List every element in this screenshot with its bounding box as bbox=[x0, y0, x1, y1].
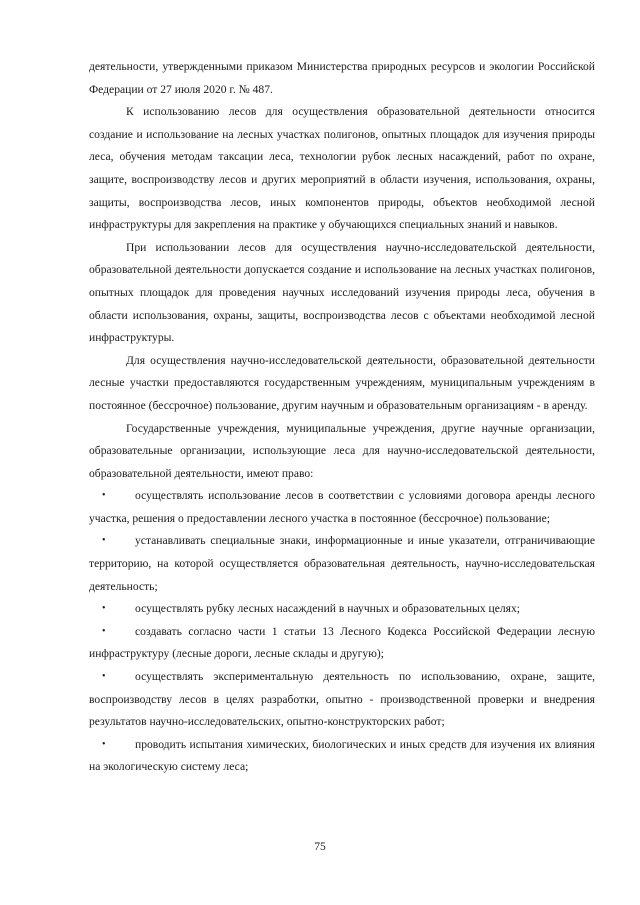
paragraph-education-use: К использованию лесов для осуществления образовательной деятельности относится создание и использование на лесных участках полигонов, опытных площадок для изучения природы леса, обучения методам таксации леса, технологии рубок лесных насаждений, работ по охране, защите, воспроизводству лесов и других мероприятий в области изучения, использования, охраны, защиты, воспроизводства лесов, иных компонентов природы, объектов необходимой лесной инфраструктуры для закрепления на практике у обучающихся специальных знаний и навыков. bbox=[89, 105, 595, 232]
bullet-icon: • bbox=[102, 738, 106, 750]
list-item bbox=[89, 621, 595, 666]
bullet-icon: • bbox=[102, 490, 106, 502]
paragraph-rights-intro: Государственные учреждения, муниципальные учреждения, другие научные организации, образовательные организации, использующие леса для научно-исследовательской деятельности, образовательной деятельности, имеют право: bbox=[89, 421, 595, 480]
bullet-icon: • bbox=[102, 535, 106, 547]
document-page bbox=[89, 56, 595, 779]
list-item-text: проводить испытания химических, биологических и иных средств для изучения их влияния на экологическую систему леса; bbox=[89, 737, 595, 774]
paragraph-continuation: деятельности, утвержденными приказом Министерства природных ресурсов и экологии Российской Федерации от 27 июля 2020 г. № 487. bbox=[89, 60, 595, 96]
paragraph-research-use: При использовании лесов для осуществления научно-исследовательской деятельности, образовательной деятельности допускается создание и использование на лесных участках полигонов, опытных площадок для проведения научных исследований изучения природы леса, обучения в области использования, охраны, защиты, воспроизводства лесов с объектами необходимой лесной инфраструктуры. bbox=[89, 240, 595, 345]
page-number: 75 bbox=[314, 840, 326, 853]
bullet-icon: • bbox=[102, 671, 106, 683]
bullet-icon: • bbox=[102, 625, 106, 637]
list-item-text: устанавливать специальные знаки, информационные и иные указатели, отграничивающие территорию, на которой осуществляется образовательная деятельность, научно-исследовательская деятельность; bbox=[89, 534, 595, 593]
list-item bbox=[89, 485, 595, 530]
paragraph-land-provision: Для осуществления научно-исследовательской деятельности, образовательной деятельности лесные участки предоставляются государственным учреждениям, муниципальным учреждениям в постоянное (бессрочное) пользование, другим научным и образовательным организациям - в аренду. bbox=[89, 353, 595, 412]
bullet-icon: • bbox=[102, 603, 106, 615]
list-item bbox=[89, 666, 595, 734]
list-item-text: создавать согласно части 1 статьи 13 Лесного Кодекса Российской Федерации лесную инфраструктуру (лесные дороги, лесные склады и другую); bbox=[89, 624, 595, 661]
list-item bbox=[89, 598, 595, 621]
list-item bbox=[89, 530, 595, 598]
list-item bbox=[89, 734, 595, 779]
list-item-text: осуществлять рубку лесных насаждений в научных и образовательных целях; bbox=[135, 602, 521, 616]
list-item-text: осуществлять использование лесов в соответствии с условиями договора аренды лесного участка, решения о предоставлении лесного участка в постоянное (бессрочное) пользование; bbox=[89, 489, 595, 525]
list-item-text: осуществлять экспериментальную деятельность по использованию, охране, защите, воспроизводству лесов в целях разработки, опытно - производственной проверки и внедрения результатов научно-исследовательских, опытно-конструкторских работ; bbox=[89, 670, 595, 729]
